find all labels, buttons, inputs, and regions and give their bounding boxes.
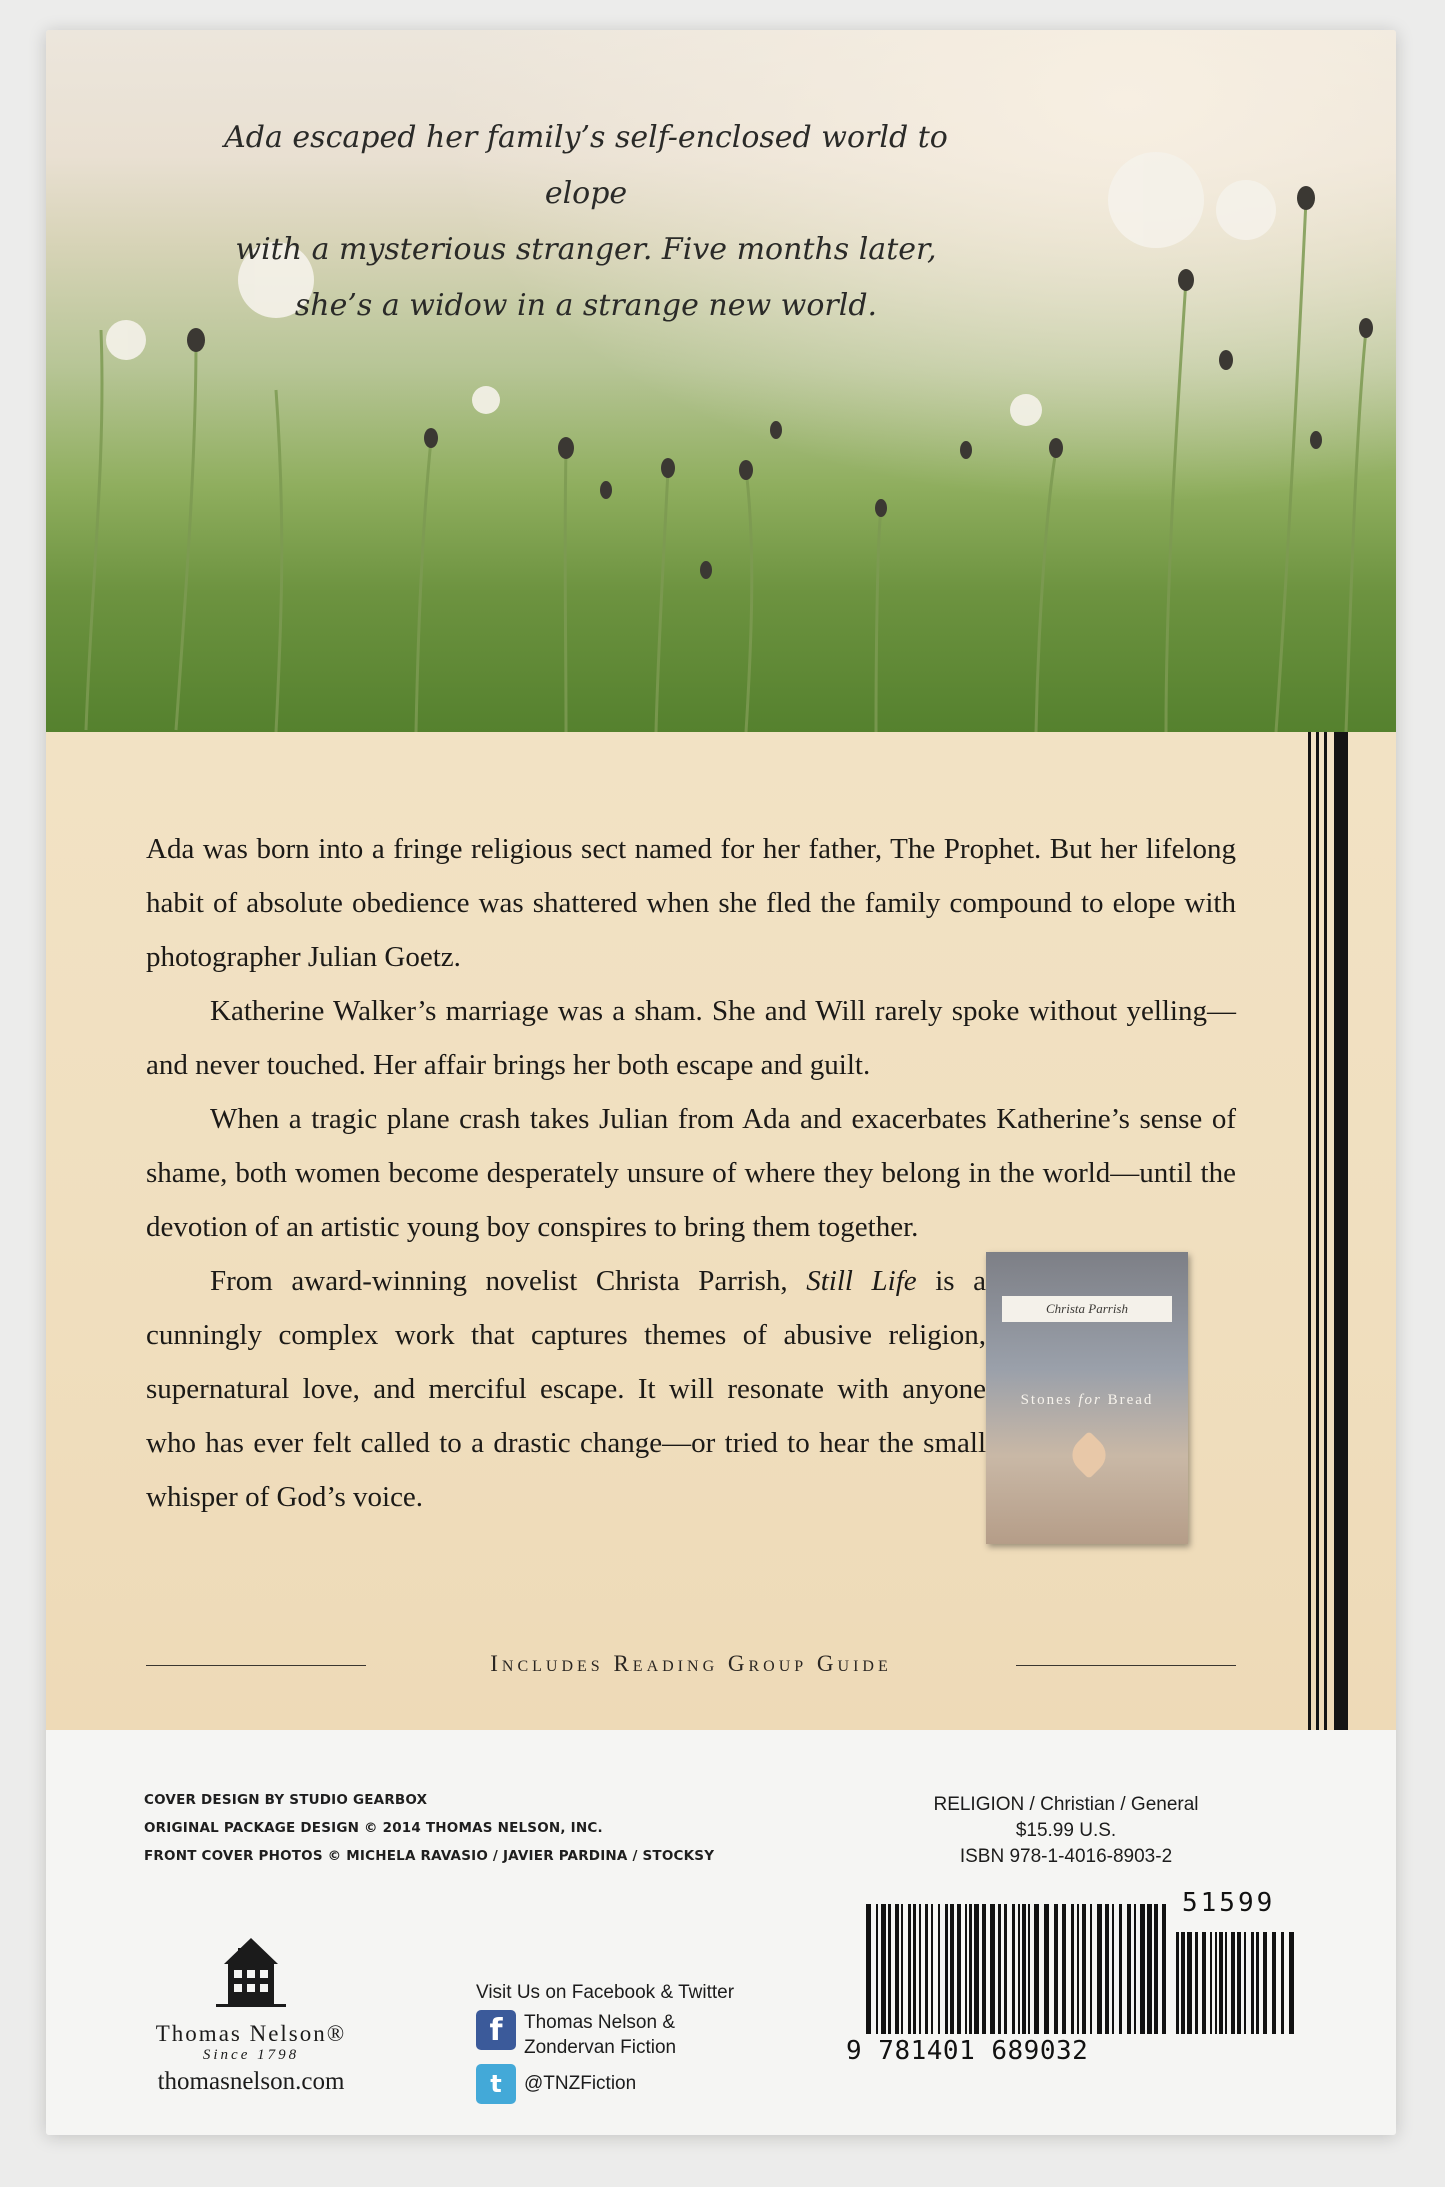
- barcode-bar: [1134, 1904, 1136, 2034]
- paragraph-4-rest: is a cunningly complex work that captures themes of abusive religion, supernatural love, and merciful escape. It will resonate with anyone who has ever felt called to a drastic change—or tried to hear the small whisper of God’s voice.: [146, 1265, 987, 1513]
- related-book-title: [986, 1392, 1188, 1409]
- barcode-bar: [1090, 1904, 1092, 2034]
- credit-line-2: ORIGINAL PACKAGE DESIGN © 2014 THOMAS NELSON, INC.: [144, 1820, 603, 1836]
- barcode-bar: [1231, 1932, 1235, 2034]
- barcode-bar: [1140, 1904, 1145, 2034]
- barcode-bar: [1112, 1904, 1114, 2034]
- barcode-bar: [982, 1904, 986, 2034]
- cover-footer: [46, 1730, 1396, 2135]
- social-heading: Visit Us on Facebook & Twitter: [476, 1982, 735, 2003]
- barcode-bar: [1127, 1904, 1131, 2034]
- barcode-bar: [1012, 1904, 1015, 2034]
- description-panel: [46, 732, 1396, 1730]
- book-back-cover: [46, 30, 1396, 2135]
- barcode-bar: [1225, 1932, 1227, 2034]
- barcode-bar: [881, 1904, 886, 2034]
- barcode-bar: [931, 1904, 933, 2034]
- still-life-title: Still Life: [806, 1265, 917, 1297]
- meadow-photo: [46, 30, 1396, 732]
- publisher-url: thomasnelson.com: [157, 2068, 345, 2095]
- social-links: [476, 1980, 734, 2104]
- barcode-bar: [1215, 1932, 1217, 2034]
- pricing-block: [886, 1792, 1246, 1870]
- barcode-bar: [1004, 1904, 1007, 2034]
- barcode-bar: [957, 1904, 961, 2034]
- barcode-bar: [1195, 1932, 1198, 2034]
- publisher-since: Since 1798: [202, 2047, 300, 2063]
- barcode-bar: [1281, 1932, 1284, 2034]
- twitter-handle: @TNZFiction: [524, 2073, 637, 2094]
- barcode-bar: [969, 1904, 972, 2034]
- barcode-bar: [1044, 1904, 1049, 2034]
- barcode-bar: [1071, 1904, 1074, 2034]
- barcode-bar: [1210, 1932, 1212, 2034]
- barcode-bar: [945, 1904, 948, 2034]
- barcode-bar: [965, 1904, 967, 2034]
- barcode-bar: [1082, 1904, 1086, 2034]
- barcode-bar: [950, 1904, 954, 2034]
- barcode-bar: [1119, 1904, 1122, 2034]
- barcode-bar: [876, 1904, 878, 2034]
- heart-stone-icon: [1065, 1431, 1113, 1479]
- barcode: [846, 1888, 1276, 2088]
- related-title-part-2: for: [1078, 1392, 1102, 1408]
- credit-line-1: COVER DESIGN BY STUDIO GEARBOX: [144, 1792, 428, 1808]
- facebook-label-line-2: Zondervan Fiction: [524, 2037, 677, 2058]
- barcode-bar: [888, 1904, 891, 2034]
- barcode-bar: [1244, 1932, 1246, 2034]
- facebook-icon: f: [476, 2010, 516, 2050]
- barcode-bar: [1028, 1904, 1030, 2034]
- barcode-bar: [1263, 1932, 1267, 2034]
- twitter-row: [476, 2064, 734, 2104]
- barcode-bar: [990, 1904, 995, 2034]
- credit-line-3: FRONT COVER PHOTOS © MICHELA RAVASIO / JAVIER PARDINA / STOCKSY: [144, 1848, 715, 1864]
- barcode-bar: [1162, 1904, 1166, 2034]
- barcode-bar: [1077, 1904, 1079, 2034]
- barcode-bar: [1181, 1932, 1185, 2034]
- price: $15.99 U.S.: [1015, 1820, 1117, 1841]
- house-icon: [216, 1930, 286, 2010]
- barcode-digits: 9 781401 689032: [846, 2036, 1089, 2066]
- barcode-bar: [938, 1904, 940, 2034]
- tagline-line-1: Ada escaped her family’s self-enclosed world to elope: [224, 120, 948, 211]
- barcode-bar: [1105, 1904, 1109, 2034]
- barcode-bar: [1251, 1932, 1254, 2034]
- description-paragraph-3: When a tragic plane crash takes Julian from Ada and exacerbates Katherine’s sense of shame, both women become desperately unsure of where they belong in the world—until the devotion of an artistic young boy conspires to bring them together.: [146, 1103, 1236, 1243]
- banner-rule-right: [1016, 1665, 1236, 1666]
- isbn: ISBN 978-1-4016-8903-2: [959, 1846, 1173, 1867]
- barcode-bar: [1154, 1904, 1158, 2034]
- description-paragraph-1: Ada was born into a fringe religious sect named for her father, The Prophet. But her lifelong habit of absolute obedience was shattered when she fled the family compound to elope with photographer Julian Goetz.: [146, 833, 1236, 973]
- barcode-bar: [974, 1904, 979, 2034]
- tagline: [196, 110, 976, 334]
- barcode-bar: [1219, 1932, 1223, 2034]
- barcode-bar: [1062, 1904, 1066, 2034]
- barcode-bar: [1272, 1932, 1276, 2034]
- related-title-part-3: Bread: [1107, 1392, 1154, 1408]
- barcode-bar: [998, 1904, 1001, 2034]
- barcode-bar: [895, 1904, 899, 2034]
- facebook-label-line-1: Thomas Nelson &: [524, 2012, 676, 2033]
- twitter-icon: t: [476, 2064, 516, 2104]
- related-title-part-1: Stones: [1020, 1392, 1073, 1408]
- price-addon-digits: 51599: [1182, 1888, 1276, 1918]
- barcode-bar: [1022, 1904, 1026, 2034]
- tagline-line-3: she’s a widow in a strange new world.: [294, 288, 878, 323]
- barcode-bar: [1202, 1932, 1206, 2034]
- facebook-label: [524, 2010, 676, 2060]
- barcode-bar: [1256, 1932, 1259, 2034]
- category: RELIGION / Christian / General: [933, 1794, 1199, 1815]
- barcode-bar: [925, 1904, 928, 2034]
- publisher-name: Thomas Nelson®: [155, 2021, 347, 2046]
- description-paragraph-4: [146, 1254, 986, 1524]
- barcode-bar: [1237, 1932, 1241, 2034]
- tagline-line-2: with a mysterious stranger. Five months later,: [235, 232, 937, 267]
- barcode-bar: [1176, 1932, 1179, 2034]
- barcode-bar: [866, 1904, 871, 2034]
- decorative-stripes: [1304, 732, 1364, 1730]
- barcode-bar: [1054, 1904, 1058, 2034]
- barcode-bar: [1147, 1904, 1152, 2034]
- barcode-bar: [1187, 1932, 1192, 2034]
- banner-rule-left: [146, 1665, 366, 1666]
- barcode-bar: [1097, 1904, 1102, 2034]
- barcode-bar: [913, 1904, 916, 2034]
- price-addon-barcode: [1176, 1932, 1296, 2034]
- barcode-bar: [1034, 1904, 1039, 2034]
- description-paragraph-2: Katherine Walker’s marriage was a sham. She and Will rarely spoke without yelling—and never touched. Her affair brings her both escape and guilt.: [146, 995, 1236, 1081]
- isbn-barcode: [866, 1904, 1166, 2034]
- barcode-bar: [908, 1904, 911, 2034]
- reading-guide-banner: [146, 1644, 1236, 1684]
- barcode-bar: [919, 1904, 921, 2034]
- related-book-cover: [986, 1252, 1188, 1544]
- paragraph-4-lead: From award-winning novelist Christa Parrish,: [210, 1265, 788, 1297]
- facebook-row: [476, 2010, 734, 2060]
- design-credits: [144, 1786, 714, 1870]
- barcode-bar: [1018, 1904, 1020, 2034]
- publisher-block: [136, 1930, 366, 2096]
- barcode-bar: [901, 1904, 903, 2034]
- reading-guide-text: Includes Reading Group Guide: [490, 1651, 892, 1676]
- barcode-bar: [1289, 1932, 1294, 2034]
- related-book-author: Christa Parrish: [1002, 1296, 1172, 1322]
